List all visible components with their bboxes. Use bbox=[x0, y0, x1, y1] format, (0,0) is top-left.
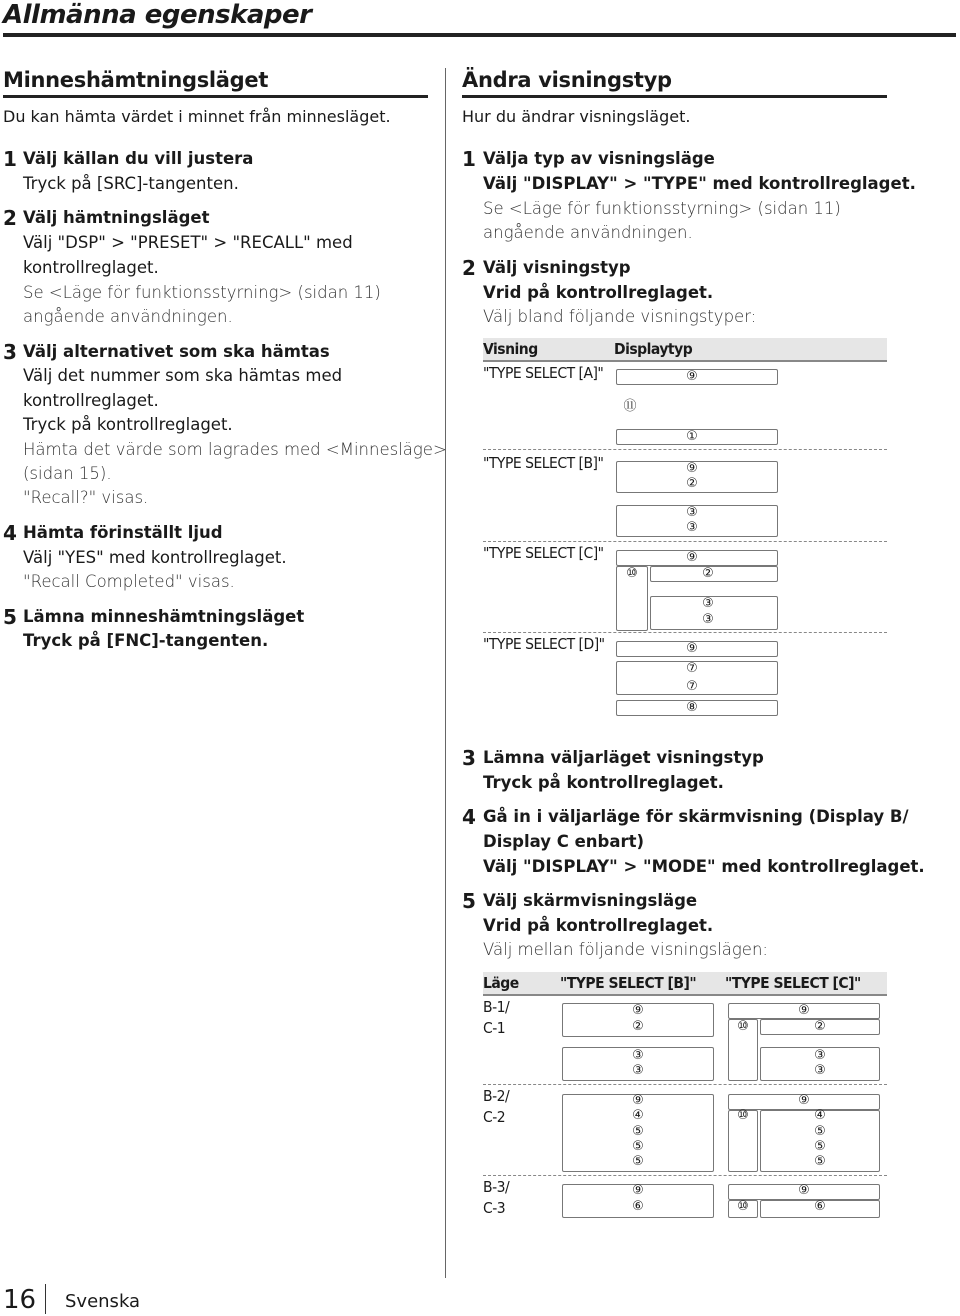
step-number: 1 bbox=[462, 147, 476, 171]
row-separator bbox=[483, 632, 887, 633]
segment-marker: ④ bbox=[632, 1108, 644, 1123]
step-title: Gå in i väljarläge för skärmvisning (Display B/ bbox=[483, 807, 909, 826]
step-number: 3 bbox=[462, 746, 476, 770]
row-separator bbox=[483, 1175, 887, 1176]
step-title: Välj skärmvisningsläge bbox=[483, 891, 698, 910]
step-title: Välj alternativet som ska hämtas bbox=[23, 342, 330, 361]
segment-marker: ④ bbox=[814, 1108, 826, 1123]
step-number: 5 bbox=[3, 605, 17, 629]
step-line: Tryck på kontrollreglaget. bbox=[23, 415, 233, 434]
segment-marker: ⑤ bbox=[814, 1154, 826, 1169]
left-section-rule bbox=[3, 95, 428, 98]
table2-row-label: C-1 bbox=[483, 1019, 506, 1037]
table2-header-lage: Läge bbox=[483, 974, 519, 992]
segment-marker: ② bbox=[702, 566, 714, 581]
segment-marker: ⑤ bbox=[632, 1124, 644, 1139]
step-line: Vrid på kontrollreglaget. bbox=[483, 916, 714, 935]
segment-marker: ⑪ bbox=[623, 399, 637, 414]
step-note: (sidan 15). bbox=[23, 464, 112, 483]
table2-row-label: B-1/ bbox=[483, 998, 510, 1016]
segment-marker: ⑧ bbox=[686, 700, 698, 715]
table1-header-displaytyp: Displaytyp bbox=[614, 340, 693, 358]
step-line: Tryck på [SRC]-tangenten. bbox=[23, 174, 239, 193]
row-separator bbox=[483, 449, 887, 450]
segment-marker: ③ bbox=[632, 1048, 644, 1063]
right-section-heading: Ändra visningstyp bbox=[462, 68, 672, 92]
step-title: Välj hämtningsläget bbox=[23, 208, 210, 227]
segment-marker: ⑨ bbox=[686, 550, 698, 565]
step-title: Välj visningstyp bbox=[483, 258, 631, 277]
table1-row-label: "TYPE SELECT [D]" bbox=[483, 635, 605, 653]
table2-row-label: C-3 bbox=[483, 1199, 506, 1217]
page-title: Allmänna egenskaper bbox=[3, 0, 312, 30]
step-number: 1 bbox=[3, 147, 17, 171]
table1-header-visning: Visning bbox=[483, 340, 538, 358]
segment-marker: ⑦ bbox=[686, 661, 698, 676]
segment-marker: ⑨ bbox=[686, 369, 698, 384]
segment-marker: ⑨ bbox=[798, 1093, 810, 1108]
step-note: angående användningen. bbox=[23, 307, 233, 326]
step-note: Se <Läge för funktionsstyrning> (sidan 11) bbox=[483, 199, 841, 218]
footer-language: Svenska bbox=[65, 1291, 141, 1312]
segment-marker: ⑨ bbox=[798, 1003, 810, 1018]
step-line: kontrollreglaget. bbox=[23, 391, 159, 410]
table2-row-label: B-3/ bbox=[483, 1178, 510, 1196]
step-line: kontrollreglaget. bbox=[23, 258, 159, 277]
segment-marker: ⑥ bbox=[632, 1199, 644, 1214]
left-section-heading: Minneshämtningsläget bbox=[3, 68, 269, 92]
step-line: Välj "YES" med kontrollreglaget. bbox=[23, 548, 287, 567]
segment-marker: ⑤ bbox=[814, 1139, 826, 1154]
table1-row-label: "TYPE SELECT [C]" bbox=[483, 544, 604, 562]
step-note: Se <Läge för funktionsstyrning> (sidan 11) bbox=[23, 283, 381, 302]
segment-marker: ③ bbox=[702, 596, 714, 611]
step-note: angående användningen. bbox=[483, 223, 693, 242]
step-line: Tryck på [FNC]-tangenten. bbox=[23, 631, 269, 650]
right-section-rule bbox=[462, 95, 887, 98]
segment-marker: ③ bbox=[632, 1063, 644, 1078]
step-note: "Recall?" visas. bbox=[23, 488, 149, 507]
step-number: 2 bbox=[462, 256, 476, 280]
segment-marker: ⑨ bbox=[798, 1183, 810, 1198]
table2-row-label: C-2 bbox=[483, 1108, 506, 1126]
step-line: Välj det nummer som ska hämtas med bbox=[23, 366, 343, 385]
table2-header-b: "TYPE SELECT [B]" bbox=[560, 974, 697, 992]
step-number: 4 bbox=[3, 521, 17, 545]
footer-divider bbox=[45, 1284, 46, 1314]
segment-marker: ② bbox=[814, 1019, 826, 1034]
left-intro: Du kan hämta värdet i minnet från minnesläget. bbox=[3, 107, 391, 126]
segment-marker: ⑩ bbox=[737, 1019, 749, 1034]
step-title: Hämta förinställt ljud bbox=[23, 523, 223, 542]
step-title: Välj källan du vill justera bbox=[23, 149, 254, 168]
table1-row-label: "TYPE SELECT [B]" bbox=[483, 454, 604, 472]
segment-marker: ⑩ bbox=[737, 1108, 749, 1123]
segment-marker: ③ bbox=[686, 520, 698, 535]
step-line: Välj "DISPLAY" > "TYPE" med kontrollreglaget. bbox=[483, 174, 916, 193]
step-note: Välj bland följande visningstyper: bbox=[483, 307, 757, 326]
segment-marker: ⑦ bbox=[686, 679, 698, 694]
step-line: Välj "DSP" > "PRESET" > "RECALL" med bbox=[23, 233, 353, 252]
segment-marker: ⑤ bbox=[632, 1154, 644, 1169]
right-intro: Hur du ändrar visningsläget. bbox=[462, 107, 691, 126]
step-line: Välj "DISPLAY" > "MODE" med kontrollreglaget. bbox=[483, 857, 925, 876]
step-number: 2 bbox=[3, 206, 17, 230]
step-number: 5 bbox=[462, 889, 476, 913]
segment-marker: ⑨ bbox=[632, 1003, 644, 1018]
step-note: "Recall Completed" visas. bbox=[23, 572, 235, 591]
row-separator bbox=[483, 541, 887, 542]
segment-marker: ⑨ bbox=[632, 1183, 644, 1198]
step-title: Välja typ av visningsläge bbox=[483, 149, 715, 168]
step-number: 4 bbox=[462, 805, 476, 829]
segment-marker: ⑨ bbox=[686, 641, 698, 656]
step-note: Välj mellan följande visningslägen: bbox=[483, 940, 768, 959]
segment-marker: ⑥ bbox=[814, 1199, 826, 1214]
title-rule bbox=[3, 33, 956, 37]
table2-row-label: B-2/ bbox=[483, 1087, 510, 1105]
step-title: Display C enbart) bbox=[483, 832, 645, 851]
column-divider bbox=[445, 68, 446, 1278]
table1-row-label: "TYPE SELECT [A]" bbox=[483, 364, 604, 382]
step-title: Lämna väljarläget visningstyp bbox=[483, 748, 764, 767]
step-number: 3 bbox=[3, 340, 17, 364]
step-line: Tryck på kontrollreglaget. bbox=[483, 773, 724, 792]
segment-marker: ③ bbox=[814, 1048, 826, 1063]
segment-marker: ③ bbox=[686, 505, 698, 520]
segment-marker: ⑨ bbox=[632, 1093, 644, 1108]
segment-marker: ② bbox=[632, 1019, 644, 1034]
segment-marker: ⑨ bbox=[686, 461, 698, 476]
segment-marker: ② bbox=[686, 476, 698, 491]
page-number: 16 bbox=[3, 1285, 37, 1315]
segment-marker: ③ bbox=[814, 1063, 826, 1078]
segment-marker: ① bbox=[686, 429, 698, 444]
step-title: Lämna minneshämtningsläget bbox=[23, 607, 305, 626]
table2-header-c: "TYPE SELECT [C]" bbox=[725, 974, 861, 992]
segment-marker: ③ bbox=[702, 612, 714, 627]
segment-marker: ⑩ bbox=[626, 566, 638, 581]
segment-marker: ⑩ bbox=[737, 1199, 749, 1214]
segment-marker: ⑤ bbox=[632, 1139, 644, 1154]
row-separator bbox=[483, 1084, 887, 1085]
step-note: Hämta det värde som lagrades med <Minnesläge> bbox=[23, 440, 447, 459]
step-line: Vrid på kontrollreglaget. bbox=[483, 283, 714, 302]
segment-marker: ⑤ bbox=[814, 1124, 826, 1139]
